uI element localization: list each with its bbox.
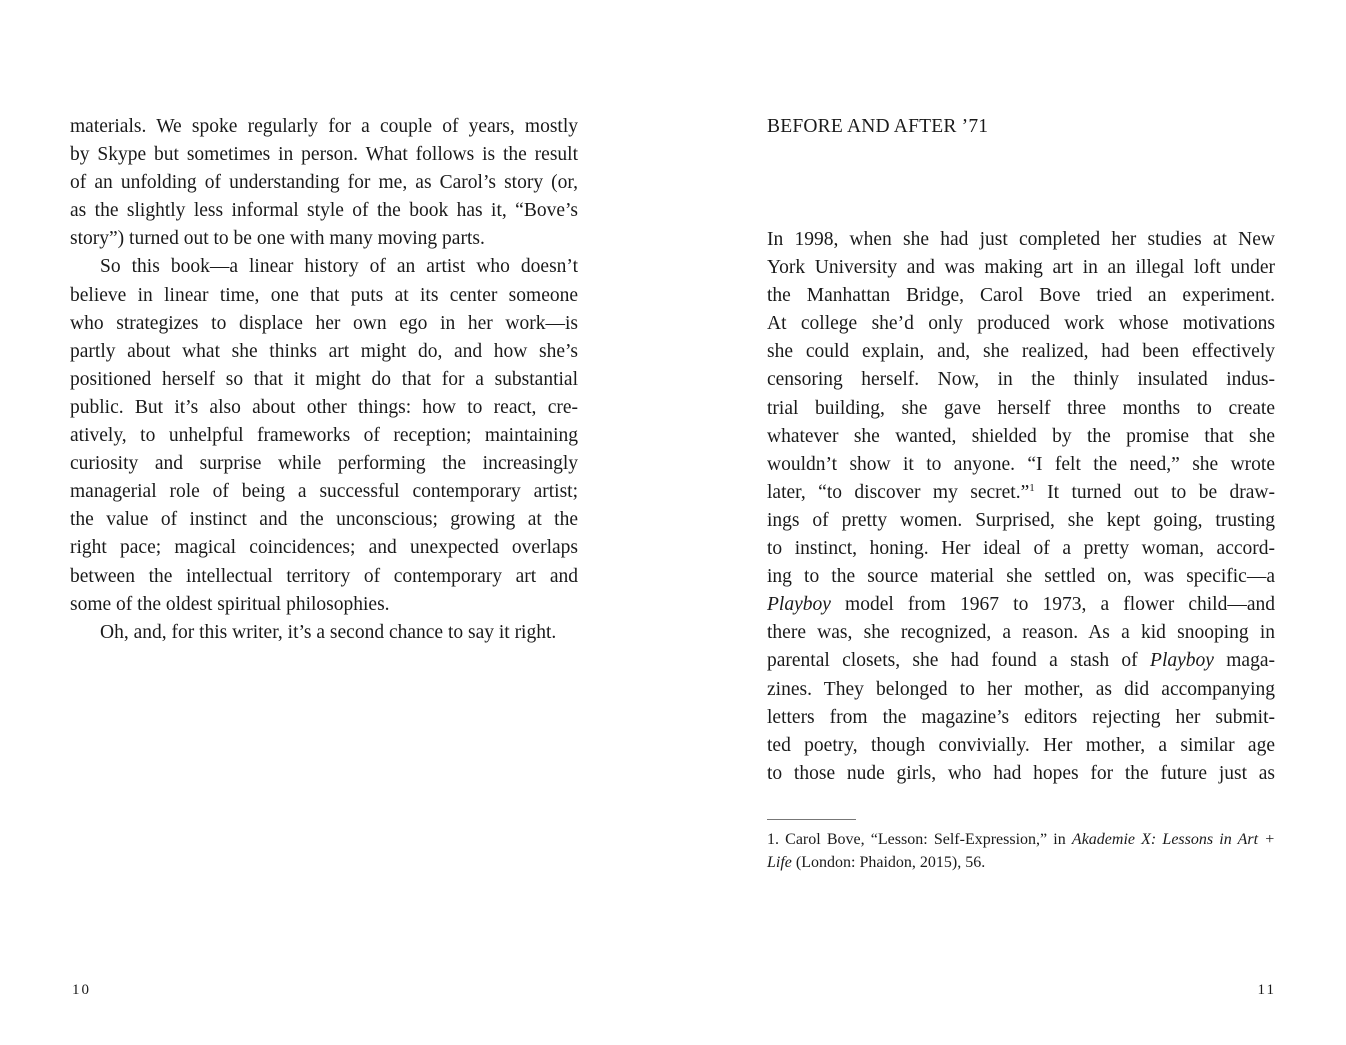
text-line: of an unfolding of understanding for me, as Carol’s story (or, <box>70 172 578 194</box>
text-line: curiosity and surprise while performing the increasingly <box>70 453 578 475</box>
text-line: she could explain, and, she realized, had been effectively <box>767 341 1275 363</box>
left-page-body <box>70 113 578 647</box>
text-line: whatever she wanted, shielded by the promise that she <box>767 425 1275 447</box>
text-line: In 1998, when she had just completed her studies at New <box>767 229 1275 250</box>
text-line: ted poetry, though convivially. Her mother, a similar age <box>767 734 1275 756</box>
text-line: atively, to unhelpful frameworks of reception; maintaining <box>70 425 578 447</box>
text-segment: later, “to discover my secret.” <box>767 481 1030 503</box>
right-page-body <box>767 226 1275 788</box>
text-segment: parental closets, she had found a stash of <box>767 650 1151 672</box>
text-line: managerial role of being a successful contemporary artist; <box>70 481 578 503</box>
text-line: ings of pretty women. Surprised, she kept going, trusting <box>767 509 1275 531</box>
text-line: by Skype but sometimes in person. What follows is the result <box>70 144 578 166</box>
text-line: who strategizes to displace her own ego in her work—is <box>70 312 578 334</box>
text-line: public. But it’s also about other things: how to react, cre- <box>70 396 578 418</box>
text-line: wouldn’t show it to anyone. “I felt the need,” she wrote <box>767 453 1275 475</box>
text-line: the Manhattan Bridge, Carol Bove tried an experiment. <box>767 285 1275 307</box>
page-number-right: 11 <box>1257 982 1276 998</box>
text-line <box>767 479 1275 507</box>
text-line: believe in linear time, one that puts at its center someone <box>70 284 578 306</box>
text-line: materials. We spoke regularly for a couple of years, mostly <box>70 116 578 137</box>
text-segment: Playboy <box>1150 650 1214 672</box>
text-line: the value of instinct and the unconscious; growing at the <box>70 509 578 531</box>
page-number-left: 10 <box>72 982 91 998</box>
text-line <box>767 851 1275 874</box>
text-segment: (London: Phaidon, 2015), 56. <box>791 854 986 871</box>
footnote-reference: 1 <box>1029 481 1035 494</box>
text-line: ing to the source material she settled on, was specific—a <box>767 566 1275 588</box>
text-line: positioned herself so that it might do that for a substantial <box>70 368 578 390</box>
text-segment: Life <box>767 854 792 871</box>
text-line: some of the oldest spiritual philosophies. <box>70 593 390 615</box>
text-segment: model from 1967 to 1973, a flower child—and <box>830 594 1275 616</box>
text-line <box>767 828 1275 851</box>
text-line: as the slightly less informal style of the book has it, “Bove’s <box>70 200 578 222</box>
text-line: Oh, and, for this writer, it’s a second chance to say it right. <box>100 621 557 643</box>
text-line: So this book—a linear history of an artist who doesn’t <box>100 256 578 278</box>
chapter-heading: BEFORE AND AFTER ’71 <box>767 116 989 137</box>
text-line: zines. They belonged to her mother, as did accompanying <box>767 678 1275 700</box>
text-line: censoring herself. Now, in the thinly insulated indus- <box>767 369 1275 391</box>
text-line: to instinct, honing. Her ideal of a pretty woman, accord- <box>767 538 1275 560</box>
footnote-divider <box>767 819 856 820</box>
text-line: story”) turned out to be one with many moving parts. <box>70 228 485 250</box>
text-line <box>767 647 1275 675</box>
text-line <box>767 591 1275 619</box>
text-line: trial building, she gave herself three months to create <box>767 397 1275 419</box>
text-line: letters from the magazine’s editors rejecting her submit- <box>767 706 1275 728</box>
footnote <box>767 828 1275 874</box>
text-line: right pace; magical coincidences; and unexpected overlaps <box>70 537 578 559</box>
text-segment: Akademie X: Lessons in Art + <box>1071 831 1275 848</box>
text-line: to those nude girls, who had hopes for the future just as <box>767 762 1275 784</box>
text-line: between the intellectual territory of contemporary art and <box>70 565 578 587</box>
text-segment: It turned out to be draw- <box>1034 481 1276 503</box>
text-segment: 1. Carol Bove, “Lesson: Self-Expression,” in <box>767 831 1072 848</box>
text-line: York University and was making art in an illegal loft under <box>767 257 1275 279</box>
text-segment: Playboy <box>767 594 831 616</box>
text-segment: maga- <box>1213 650 1275 672</box>
text-line: partly about what she thinks art might do, and how she’s <box>70 340 578 362</box>
text-line: there was, she recognized, a reason. As a kid snooping in <box>767 622 1275 644</box>
text-line: At college she’d only produced work whose motivations <box>767 313 1275 335</box>
